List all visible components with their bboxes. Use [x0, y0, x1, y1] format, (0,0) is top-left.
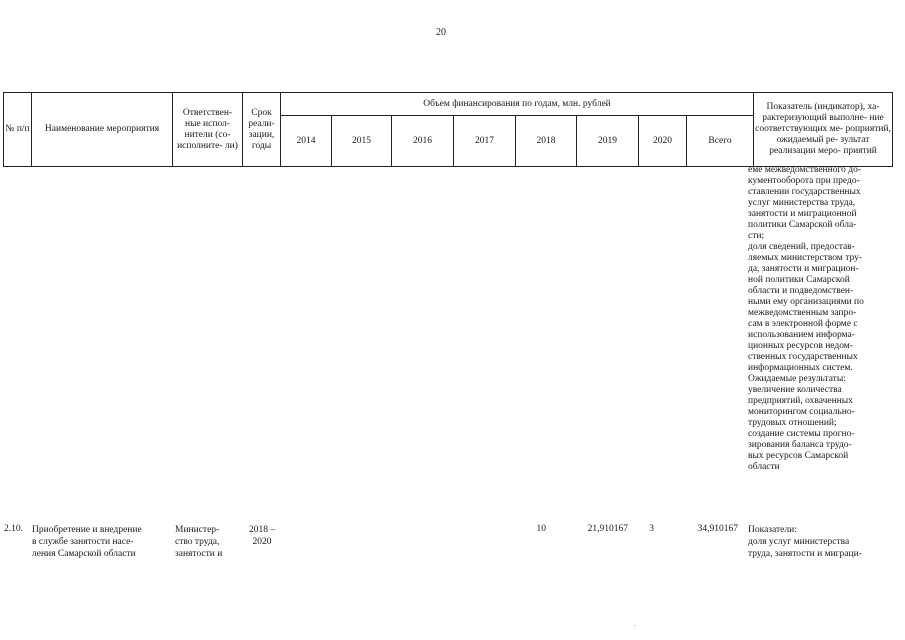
- header-num: № п/п: [4, 93, 32, 167]
- header-term: Срок реали- зации, годы: [243, 93, 281, 167]
- continued-text-line: области: [748, 462, 780, 472]
- row-ind-line: Показатели:: [748, 525, 797, 535]
- row-name-line: в службе занятости насе-: [32, 537, 134, 547]
- header-year-2018: 2018: [516, 116, 577, 167]
- continued-text-line: вых ресурсов Самарской: [748, 451, 849, 461]
- continued-text-line: информационных систем.: [748, 363, 853, 373]
- continued-text-line: увеличение количества: [748, 385, 842, 395]
- page-number: 20: [436, 27, 446, 38]
- continued-text-line: ственных государственных: [748, 352, 858, 362]
- amount-2018: 10: [536, 524, 546, 534]
- row-responsible: [175, 524, 241, 560]
- continued-text-line: использованием информа-: [748, 330, 855, 340]
- row-ind-line: доля услуг министерства: [748, 537, 850, 547]
- continued-text-line: области и подведомствен-: [748, 286, 854, 296]
- row-resp-line: занятости и: [175, 549, 223, 559]
- row-name-line: Приобретение и внедрение: [32, 525, 142, 535]
- header-name: Наименование мероприятия: [32, 93, 173, 167]
- continued-text-line: сти;: [748, 231, 765, 241]
- continued-text-line: межведомственным запро-: [748, 308, 857, 318]
- header-year-2020: 2020: [639, 116, 687, 167]
- header-responsible: Ответствен- ные испол- нители (со- исполните- ли): [173, 93, 243, 167]
- row-resp-line: ство труда,: [175, 537, 220, 547]
- continued-text-line: да, занятости и миграцион-: [748, 264, 859, 274]
- amount-total: 34,910167: [697, 524, 738, 534]
- row-resp-line: Министер-: [175, 525, 220, 535]
- continued-text-line: ставлении государственных: [748, 187, 861, 197]
- row-term-line: 2020: [252, 537, 272, 547]
- row-name: [32, 524, 164, 560]
- header-year-2015: 2015: [332, 116, 392, 167]
- continued-text-line: сам в электронной форме с: [748, 319, 858, 329]
- continued-text-line: ной политики Самарской: [748, 275, 850, 285]
- row-indicator: [748, 524, 887, 560]
- row-term-line: 2018 –: [248, 525, 276, 535]
- continued-text-line: услуг министерства труда,: [748, 198, 856, 208]
- continued-text-line: ными ему организациями по: [748, 297, 864, 307]
- header-table: [3, 92, 893, 167]
- header-year-2014: 2014: [281, 116, 332, 167]
- continued-text-line: ционных ресурсов недом-: [748, 341, 853, 351]
- continued-text-line: Ожидаемые результаты:: [748, 374, 846, 384]
- continued-text-line: мониторингом социально-: [748, 407, 855, 417]
- continued-text-line: доля сведений, предостав-: [748, 242, 855, 252]
- continued-text-line: трудовых отношений;: [748, 418, 837, 428]
- row-name-line: ления Самарской области: [32, 549, 136, 559]
- header-year-2016: 2016: [392, 116, 454, 167]
- header-indicator: Показатель (индикатор), ха- рактеризующий выполне- ние соответствующих ме- роприятий, ожидаемый ре- зультат реализации меро- приятий: [754, 93, 893, 167]
- header-funding: Объем финансирования по годам, млн. рублей: [281, 93, 754, 116]
- continued-text-line: еме межведомственного до-: [748, 165, 862, 175]
- amount-2020: 3: [649, 524, 654, 534]
- header-year-2019: 2019: [577, 116, 639, 167]
- continued-text-line: ляемых министерством тру-: [748, 253, 862, 263]
- continued-indicator-text: [748, 165, 887, 473]
- header-year-2017: 2017: [454, 116, 516, 167]
- continued-text-line: политики Самарской обла-: [748, 220, 857, 230]
- continued-text-line: зирования баланса трудо-: [748, 440, 852, 450]
- continued-text-line: создание системы прогно-: [748, 429, 855, 439]
- header-total: Всего: [687, 116, 754, 167]
- continued-text-line: кументооборота при предо-: [748, 176, 860, 186]
- continued-text-line: предприятий, охваченных: [748, 396, 853, 406]
- row-ind-line: труда, занятости и миграци-: [748, 549, 862, 559]
- scan-mark: .: [634, 622, 636, 628]
- amount-2019: 21,910167: [587, 524, 628, 534]
- row-term: [244, 524, 280, 548]
- continued-text-line: занятости и миграционной: [748, 209, 857, 219]
- row-number: 2.10.: [4, 524, 23, 534]
